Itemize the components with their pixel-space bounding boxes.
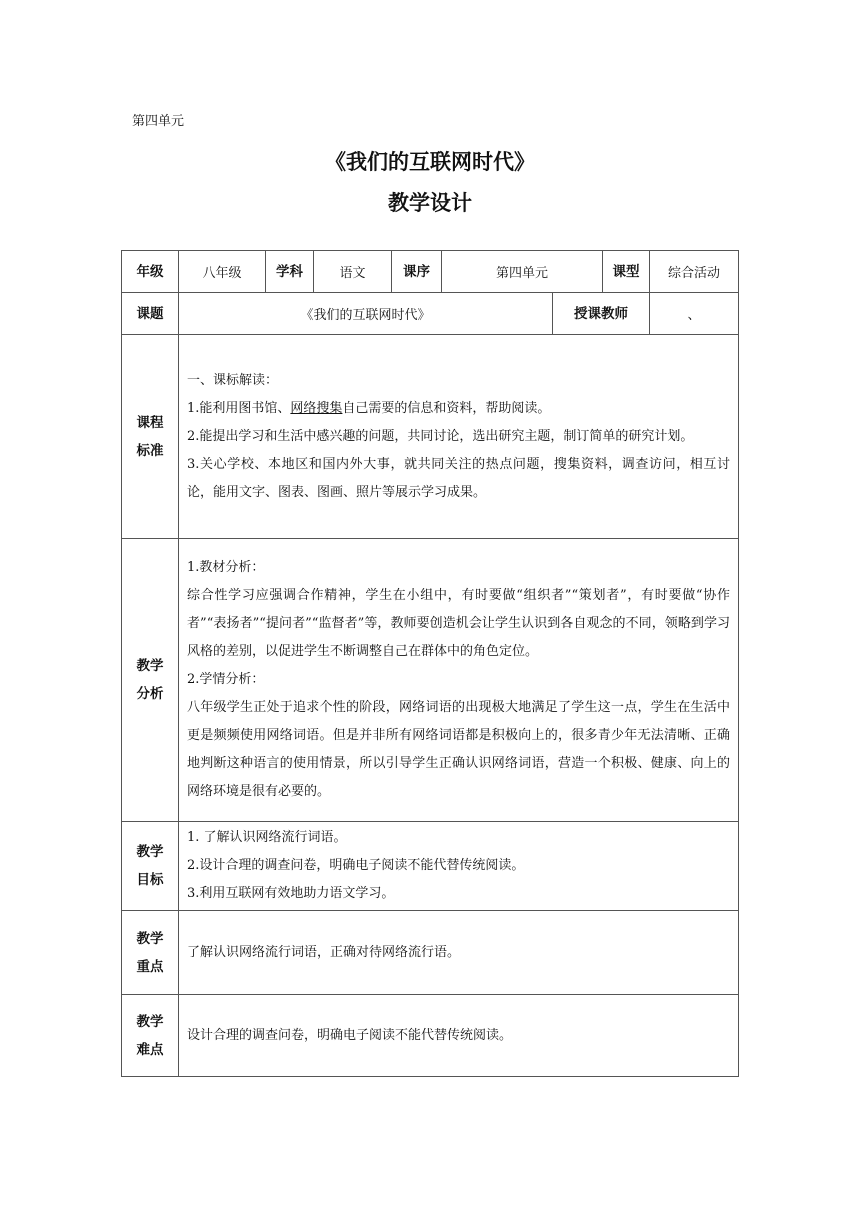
difficulties-label-line1: 教学 [136, 1013, 164, 1030]
standard-item-3: 3.关心学校、本地区和国内外大事，就共同关注的热点问题，搜集资料，调查访问，相互讨论，能用文字、图表、图画、照片等展示学习成果。 [187, 456, 731, 500]
standard-item-1-underlined: 网络搜集 [290, 400, 343, 416]
standard-item-1-post: 自己需要的信息和资料，帮助阅读。 [342, 400, 551, 416]
table-row-basic-info [122, 251, 739, 293]
teacher-value: 、 [650, 293, 739, 335]
topic-label: 课题 [122, 293, 179, 335]
key-points-text: 了解认识网络流行词语，正确对待网络流行语。 [187, 944, 461, 960]
difficulties-text: 设计合理的调查问卷，明确电子阅读不能代替传统阅读。 [187, 1027, 513, 1043]
key-points-content [179, 911, 739, 995]
table-row-goals [122, 822, 739, 911]
standard-content [179, 335, 739, 539]
analysis-label-line2: 分析 [136, 686, 164, 702]
table-row-key-points [122, 911, 739, 995]
order-label: 课序 [392, 251, 442, 293]
key-points-label [122, 911, 179, 995]
table-row-analysis [122, 539, 739, 822]
standard-item-1 [187, 395, 730, 423]
teacher-label: 授课教师 [553, 293, 650, 335]
goals-label [122, 822, 179, 911]
key-points-label-line1: 教学 [136, 930, 164, 947]
document-title: 《我们的互联网时代》 [325, 150, 535, 174]
difficulties-label [122, 995, 179, 1077]
goal-item-2: 2.设计合理的调查问卷，明确电子阅读不能代替传统阅读。 [187, 858, 525, 873]
standard-label [122, 335, 179, 539]
type-value: 综合活动 [650, 251, 739, 293]
goals-content [179, 822, 739, 911]
goals-label-line2: 目标 [136, 872, 164, 888]
key-points-label-line2: 重点 [136, 958, 164, 975]
lesson-plan-table [121, 250, 739, 1077]
standard-label-line2: 标准 [136, 442, 164, 459]
subject-value: 语文 [314, 251, 392, 293]
standard-item-1-pre: 1.能利用图书馆、 [187, 400, 291, 416]
analysis-content [179, 539, 739, 822]
analysis-label [122, 539, 179, 822]
table-row-topic [122, 293, 739, 335]
unit-label: 第四单元 [132, 114, 185, 129]
table-row-difficulties [122, 995, 739, 1077]
subject-label: 学科 [266, 251, 314, 293]
grade-label: 年级 [122, 251, 179, 293]
analysis-heading-1: 1.教材分析： [187, 560, 265, 575]
analysis-paragraph-2: 八年级学生正处于追求个性的阶段，网络词语的出现极大地满足了学生这一点，学生在生活中更是频频使用网络词语。但是并非所有网络词语都是积极向上的，很多青少年无法清晰、正确地判断这种语言的使用情景，所以引导学生正确认识网络词语，营造一个积极、健康、向上的网络环境是很有必要的。 [187, 700, 731, 799]
analysis-label-line1: 教学 [136, 658, 164, 674]
document-subtitle: 教学设计 [388, 191, 472, 215]
type-label: 课型 [603, 251, 650, 293]
standard-item-2: 2.能提出学习和生活中感兴趣的问题，共同讨论，选出研究主题，制订简单的研究计划。 [187, 428, 694, 444]
grade-value: 八年级 [179, 251, 266, 293]
standard-label-line1: 课程 [136, 414, 164, 431]
goal-item-3: 3.利用互联网有效地助力语文学习。 [187, 886, 395, 901]
table-row-standard [122, 335, 739, 539]
difficulties-label-line2: 难点 [136, 1041, 164, 1058]
goal-item-1: 1. 了解认识网络流行词语。 [187, 830, 347, 845]
order-value: 第四单元 [442, 251, 603, 293]
difficulties-content [179, 995, 739, 1077]
goals-label-line1: 教学 [136, 844, 164, 860]
analysis-heading-2: 2.学情分析： [187, 672, 265, 687]
topic-value: 《我们的互联网时代》 [179, 293, 553, 335]
analysis-paragraph-1: 综合性学习应强调合作精神，学生在小组中，有时要做“组织者”“策划者”，有时要做“协作者”“表扬者”“提问者”“监督者”等，教师要创造机会让学生认识到各自观念的不同，领略到学习风格的差别，以促进学生不断调整自己在群体中的角色定位。 [187, 588, 731, 659]
standard-heading: 一、课标解读： [187, 372, 279, 388]
